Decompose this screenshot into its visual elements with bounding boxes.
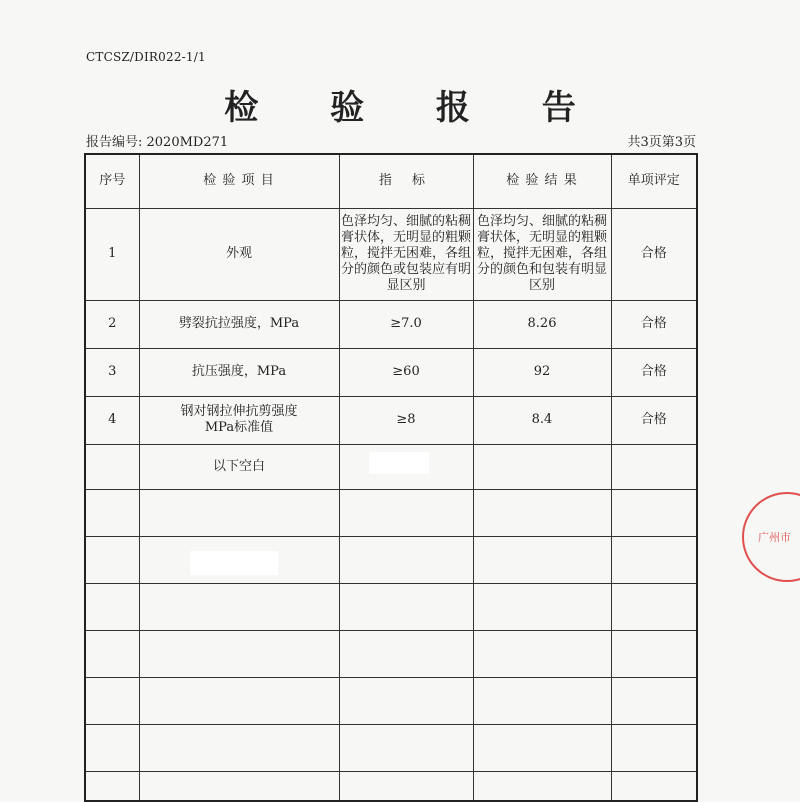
empty-cell — [139, 630, 339, 677]
empty-cell — [85, 630, 139, 677]
row-item: 劈裂抗拉强度，MPa — [139, 300, 339, 348]
row-no: 1 — [85, 208, 139, 300]
empty-cell — [611, 771, 697, 801]
empty-cell — [85, 583, 139, 630]
empty-cell — [139, 677, 339, 724]
empty-cell — [473, 583, 611, 630]
empty-cell — [473, 677, 611, 724]
empty-cell — [611, 677, 697, 724]
row-spec: ≥7.0 — [339, 300, 473, 348]
report-number: 报告编号: 2020MD271 — [86, 135, 229, 150]
empty-cell — [339, 724, 473, 771]
empty-cell — [85, 677, 139, 724]
empty-cell — [339, 489, 473, 536]
row-spec: ≥60 — [339, 348, 473, 396]
table-row — [85, 348, 697, 396]
col-header-no: 序号 — [85, 154, 139, 208]
blank-note: 以下空白 — [139, 444, 339, 489]
table-row — [85, 208, 697, 300]
official-stamp — [742, 492, 800, 582]
row-item: 外观 — [139, 208, 339, 300]
col-header-result: 检 验 结 果 — [473, 154, 611, 208]
redaction-box — [190, 551, 278, 575]
row-result: 8.26 — [473, 300, 611, 348]
report-title: 检 验 报 告 — [224, 88, 606, 128]
row-eval: 合格 — [611, 208, 697, 300]
table-header-row — [85, 154, 697, 208]
row-result: 色泽均匀、细腻的粘稠膏状体，无明显的粗颗粒，搅拌无困难，各组分的颜色和包装有明显区别 — [473, 208, 611, 300]
inspection-table — [84, 153, 698, 802]
document-code: CTCSZ/DIR022-1/1 — [86, 50, 206, 64]
row-no: 4 — [85, 396, 139, 444]
row-no: 3 — [85, 348, 139, 396]
col-header-item: 检 验 项 目 — [139, 154, 339, 208]
stamp-text: 广州市 — [758, 531, 791, 544]
empty-cell — [339, 630, 473, 677]
row-no: 2 — [85, 300, 139, 348]
empty-cell — [85, 771, 139, 801]
row-result: 8.4 — [473, 396, 611, 444]
empty-cell — [139, 489, 339, 536]
row-result: 92 — [473, 348, 611, 396]
table-row-empty — [85, 536, 697, 583]
empty-cell — [139, 724, 339, 771]
empty-cell — [473, 536, 611, 583]
empty-cell — [85, 724, 139, 771]
table-row-empty — [85, 771, 697, 801]
table-row — [85, 300, 697, 348]
empty-cell — [339, 536, 473, 583]
empty-cell — [473, 630, 611, 677]
empty-cell — [611, 630, 697, 677]
table-row-empty — [85, 489, 697, 536]
row-spec: ≥8 — [339, 396, 473, 444]
empty-cell — [339, 583, 473, 630]
table-row-empty — [85, 630, 697, 677]
empty-cell — [473, 724, 611, 771]
empty-cell — [611, 724, 697, 771]
empty-cell — [611, 444, 697, 489]
col-header-eval: 单项评定 — [611, 154, 697, 208]
empty-cell — [139, 771, 339, 801]
empty-cell — [473, 771, 611, 801]
col-header-spec: 指 标 — [339, 154, 473, 208]
page-info: 共3页第3页 — [627, 135, 696, 150]
row-spec: 色泽均匀、细腻的粘稠膏状体，无明显的粗颗粒，搅拌无困难，各组分的颜色或包装应有明显区别 — [339, 208, 473, 300]
empty-cell — [339, 677, 473, 724]
empty-cell — [85, 489, 139, 536]
empty-cell — [85, 444, 139, 489]
table-row-empty — [85, 677, 697, 724]
empty-cell — [139, 583, 339, 630]
row-item: 钢对钢拉伸抗剪强度MPa标准值 — [139, 396, 339, 444]
empty-cell — [473, 489, 611, 536]
empty-cell — [85, 536, 139, 583]
empty-cell — [611, 536, 697, 583]
empty-cell — [611, 583, 697, 630]
table-row-empty — [85, 724, 697, 771]
row-eval: 合格 — [611, 396, 697, 444]
empty-cell — [339, 771, 473, 801]
table-row — [85, 396, 697, 444]
row-eval: 合格 — [611, 300, 697, 348]
table-row-empty — [85, 583, 697, 630]
empty-cell — [611, 489, 697, 536]
redaction-box — [369, 452, 429, 474]
row-eval: 合格 — [611, 348, 697, 396]
empty-cell — [473, 444, 611, 489]
row-item: 抗压强度，MPa — [139, 348, 339, 396]
